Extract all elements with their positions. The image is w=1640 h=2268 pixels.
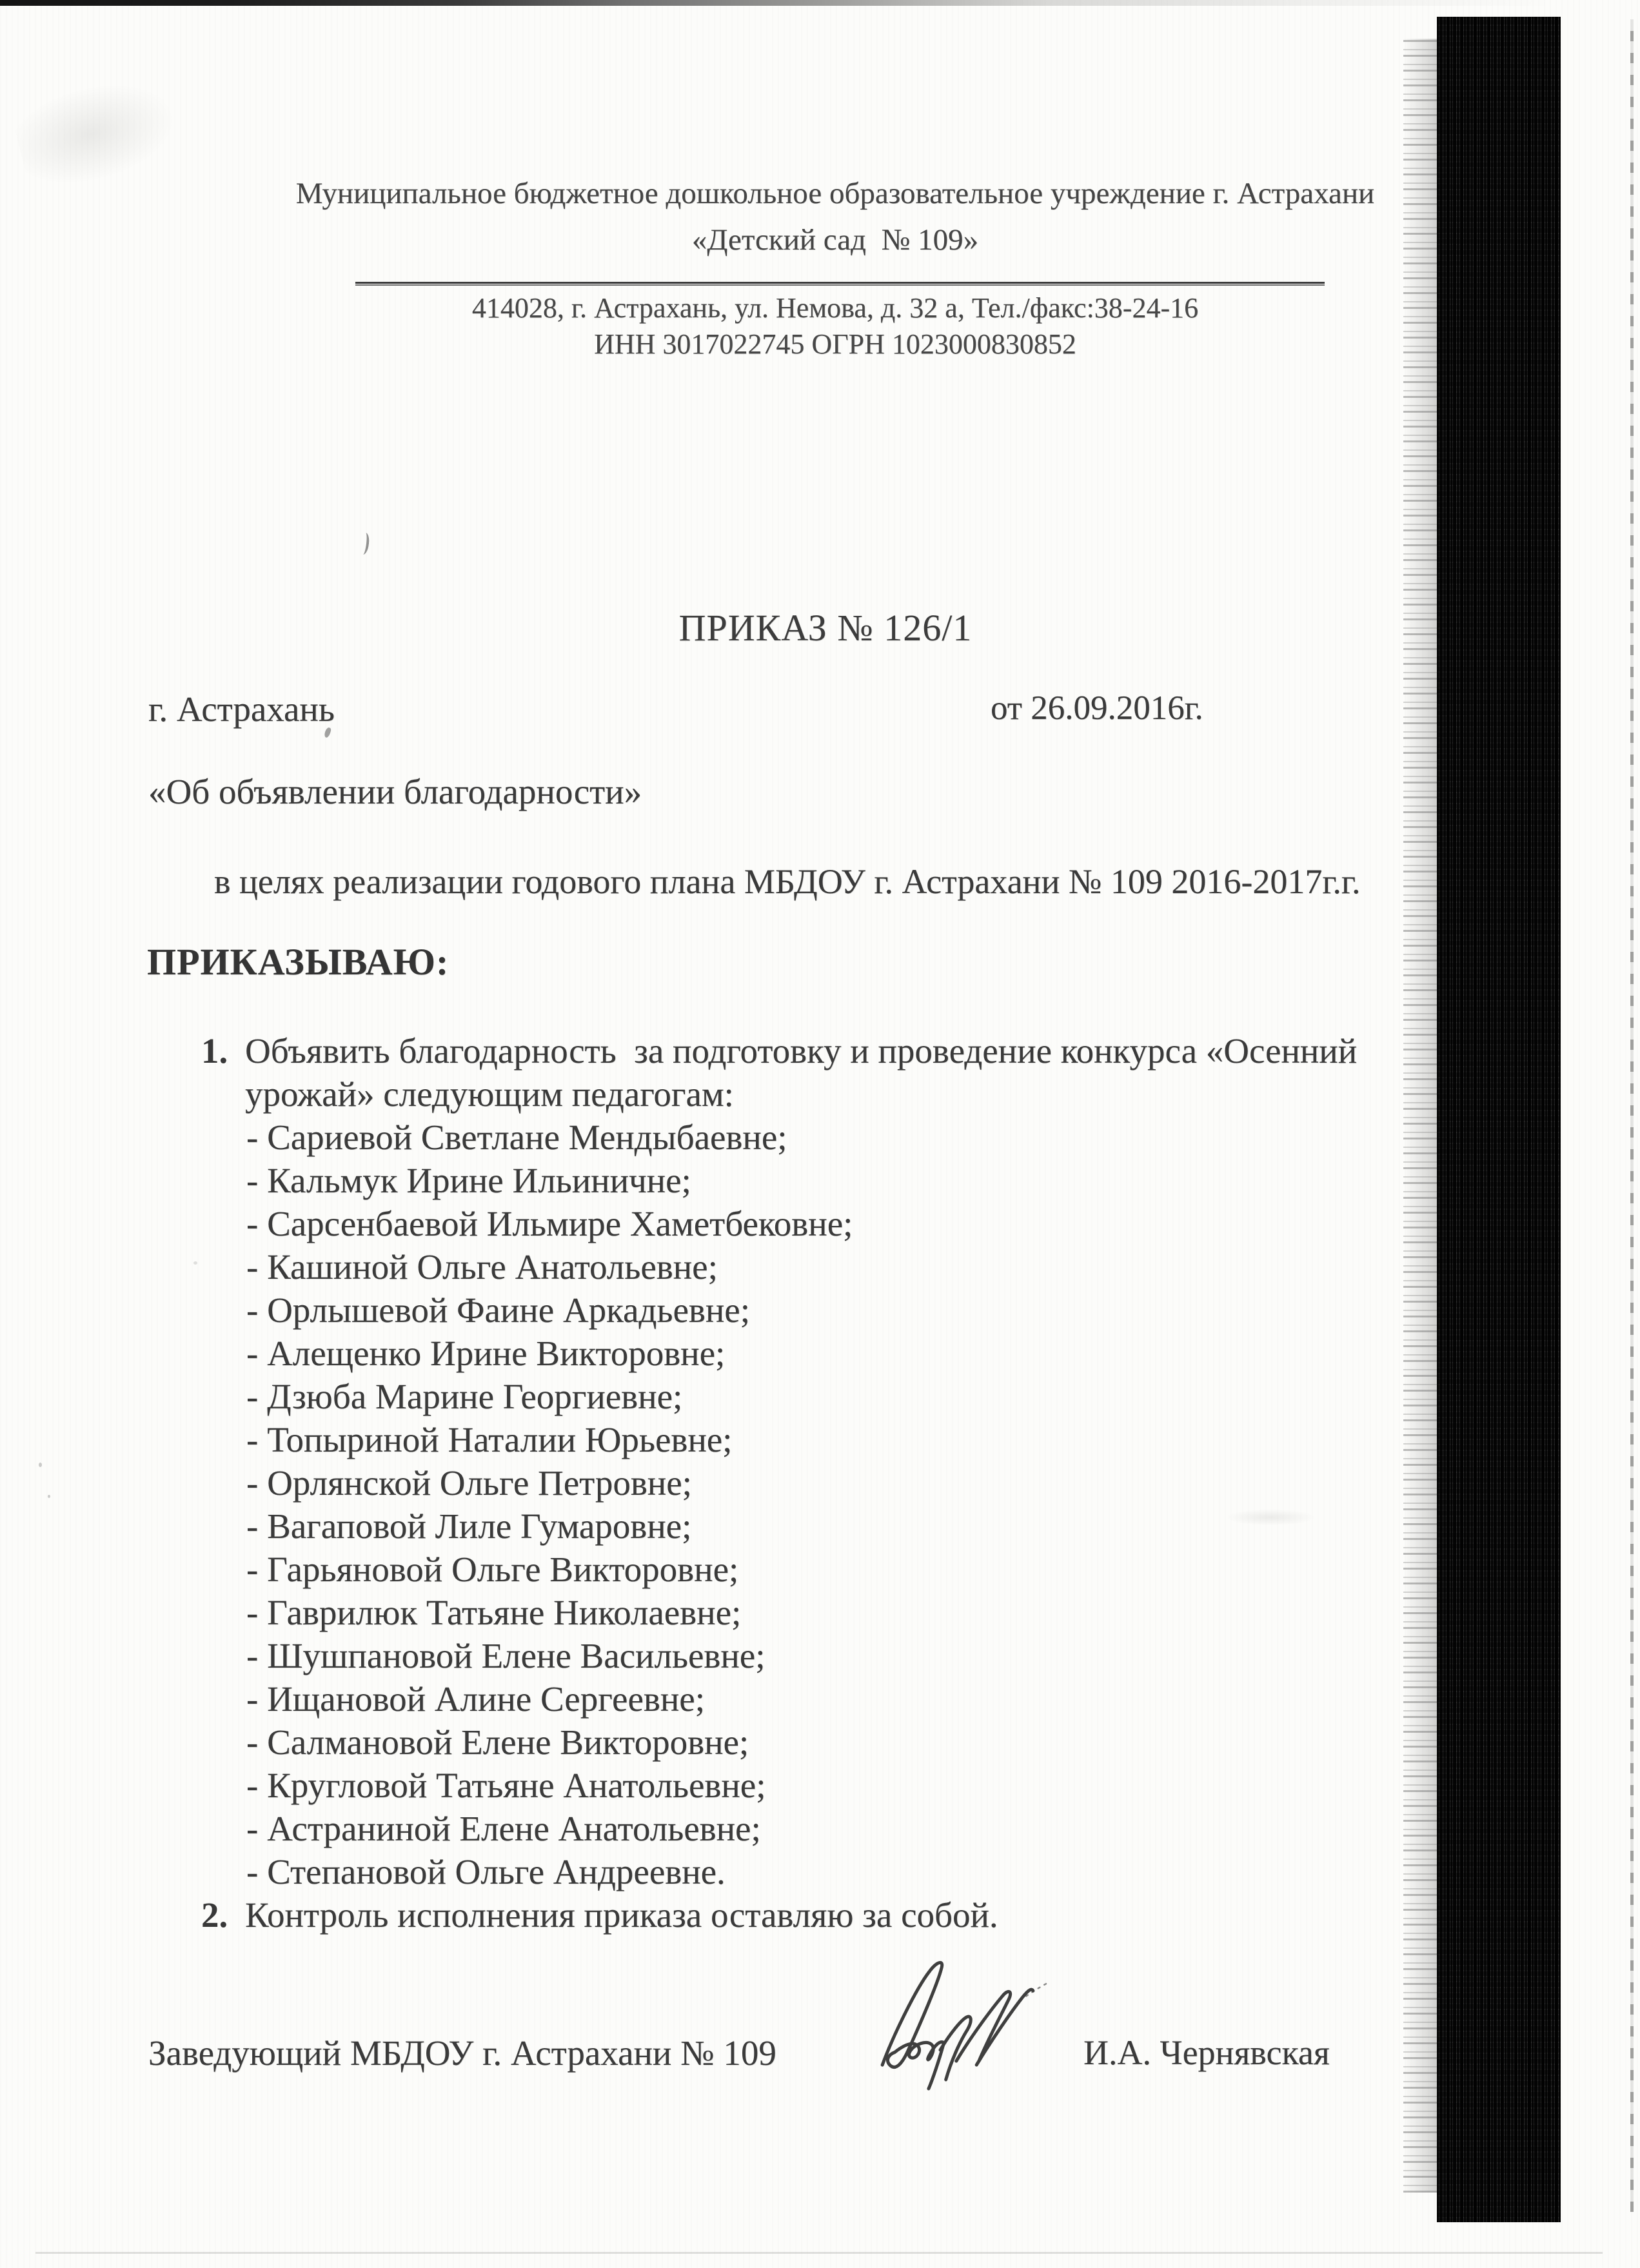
order-preamble: в целях реализации годового плана МБДОУ г. Астрахани № 109 2016-2017г.г. (214, 862, 1361, 901)
org-name-line2: «Детский сад № 109» (691, 223, 979, 257)
order-directive-word: ПРИКАЗЫВАЮ: (147, 941, 450, 983)
ink-speck-artifact (39, 1463, 42, 1467)
order-body (201, 1029, 1475, 1937)
ink-speck-artifact (48, 1495, 50, 1498)
item-text-line1: Объявить благодарность за подготовку и проведение конкурса «Осенний (245, 1031, 1358, 1070)
ink-speck-artifact (359, 532, 370, 555)
teacher-line: - Кальмук Ирине Ильиничне; (246, 1161, 691, 1200)
order-date: от 26.09.2016г. (991, 689, 1203, 727)
order-item-2 (201, 1893, 1475, 1937)
teacher-line: - Степановой Ольге Андреевне. (246, 1852, 726, 1891)
org-inn-ogrn: ИНН 3017022745 ОГРН 1023000830852 (594, 328, 1076, 360)
org-address: 414028, г. Астрахань, ул. Немова, д. 32 а, Тел./факс:38-24-16 (471, 292, 1199, 324)
scan-bottom-edge-artifact (35, 2252, 1603, 2254)
teacher-line: - Кашиной Ольге Анатольевне; (246, 1247, 718, 1287)
teacher-line: - Сариевой Светлане Мендыбаевне; (246, 1118, 787, 1157)
teacher-line: - Ищановой Алине Сергеевне; (246, 1679, 705, 1719)
order-title: ПРИКАЗ № 126/1 (678, 607, 973, 649)
signatory-position: Заведующий МБДОУ г. Астрахани № 109 (148, 2033, 776, 2073)
teacher-line: - Дзюба Марине Георгиевне; (246, 1377, 683, 1416)
order-item-1 (201, 1029, 1475, 1116)
teacher-line: - Алещенко Ирине Викторовне; (246, 1334, 726, 1373)
teacher-line: - Топыриной Наталии Юрьевне; (246, 1420, 733, 1459)
teacher-line: - Орлышевой Фаине Аркадьевне; (246, 1290, 750, 1330)
order-city: г. Астрахань (148, 689, 335, 729)
signatory-name: И.А. Чернявская (1083, 2033, 1330, 2072)
item-number: 2. (201, 1895, 228, 1935)
ink-speck-artifact (193, 1261, 197, 1265)
teacher-line: - Гарьяновой Ольге Викторовне; (246, 1550, 739, 1589)
teacher-line: - Шушпановой Елене Васильевне; (246, 1636, 766, 1675)
teacher-line: - Гаврилюк Татьяне Николаевне; (246, 1593, 742, 1632)
teacher-line: - Сарсенбаевой Ильмире Хаметбековне; (246, 1204, 853, 1243)
teacher-line: - Кругловой Татьяне Анатольевне; (246, 1766, 766, 1805)
org-name-line1: Муниципальное бюджетное дошкольное образовательное учреждение г. Астрахани (295, 177, 1375, 210)
letterhead-divider (355, 282, 1325, 286)
signature-scribble (864, 1953, 1057, 2100)
teacher-line: - Салмановой Елене Викторовне; (246, 1722, 749, 1762)
item-text-line2: урожай» следующим педагогам: (245, 1074, 734, 1114)
teacher-line: - Орлянской Ольге Петровне; (246, 1463, 692, 1503)
item-text: Контроль исполнения приказа оставляю за собой. (245, 1895, 998, 1935)
item-text (245, 1029, 1475, 1116)
teacher-line: - Вагаповой Лиле Гумаровне; (246, 1506, 692, 1546)
teacher-line: - Астраниной Елене Анатольевне; (246, 1809, 761, 1848)
scan-top-edge-artifact (0, 0, 1640, 6)
order-subject: «Об объявлении благодарности» (148, 772, 642, 811)
item-number: 1. (201, 1031, 228, 1070)
